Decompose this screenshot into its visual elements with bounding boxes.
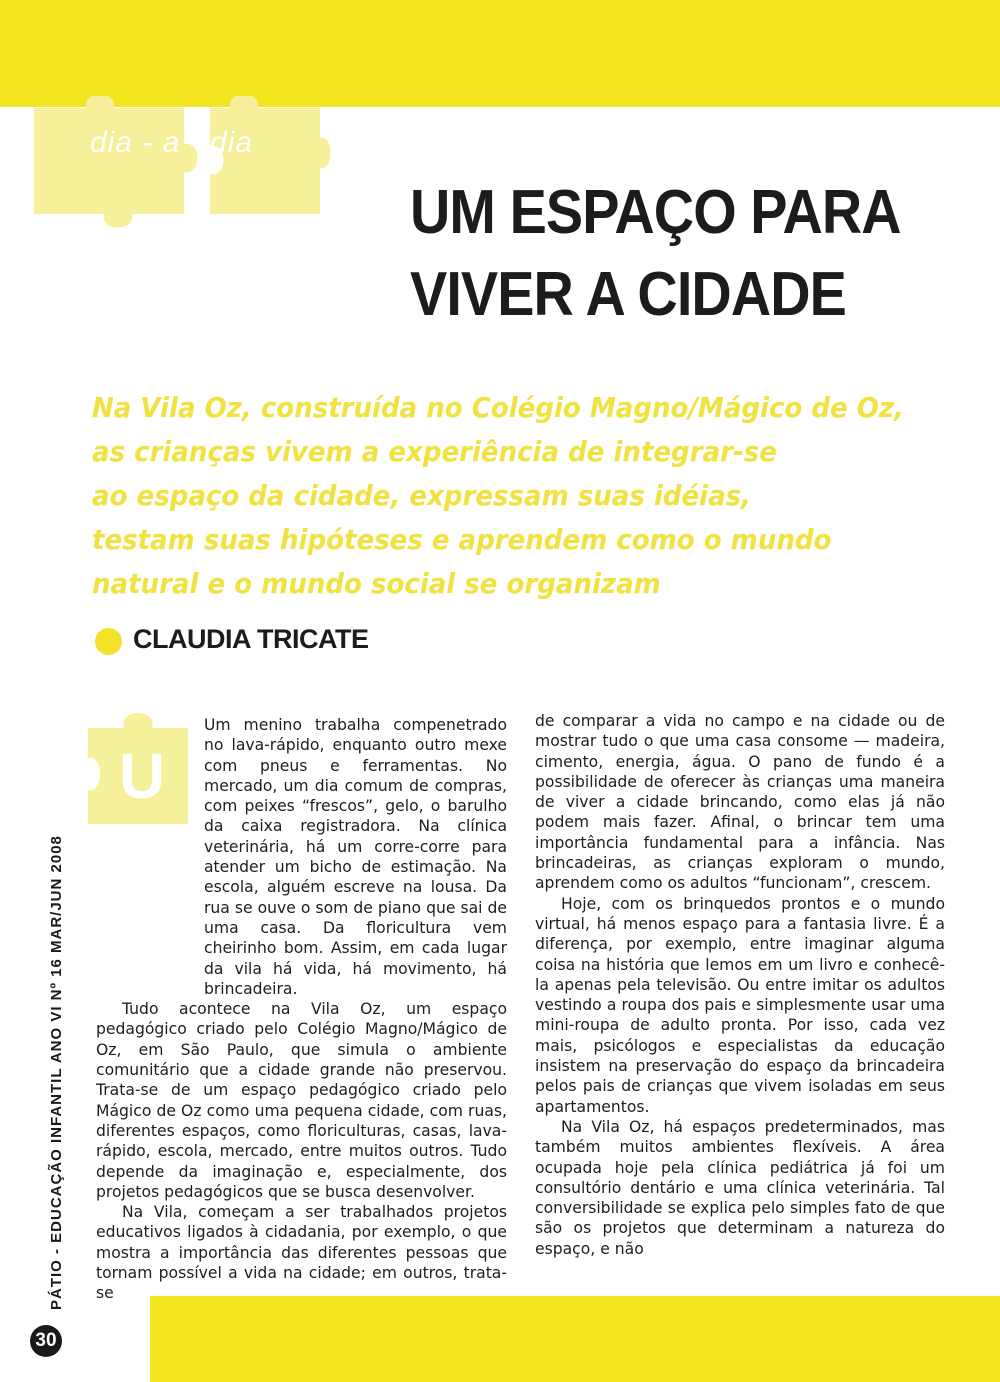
paragraph: Tudo acontece na Vila Oz, um espaço pedagógico criado pelo Colégio Magno/Mágico de Oz, em São Paulo, que simula o ambiente comunitário que a cidade grande não preservou. Trata-se de um espaço pedagógico criado pelo Mágico de Oz como uma pequena cidade, com ruas, diferentes espaços, como floriculturas, casas, lava-rápido, escola, mercado, entre muitos outros. Tudo depende da imaginação e, especialmente, dos projetos pedagógicos que se busca desenvolver. — [96, 1000, 507, 1201]
left-column — [96, 715, 507, 1304]
page-number: 30 — [30, 1325, 62, 1357]
paragraph: de comparar a vida no campo e na cidade ou de mostrar tudo o que uma casa consome — madeira, cimento, energia, água. O pano de fundo é a possibilidade de oferecer às crianças uma maneira de viver a cidade brincando, como elas já não podem mais fazer. Afinal, o brincar tem uma importância fundamental para a infância. Nas brincadeiras, as crianças exploram o mundo, aprendem como os adultos “funcionam”, crescem. — [535, 712, 945, 893]
bullet-dot-icon — [95, 628, 122, 655]
drop-cap-letter: U — [118, 740, 166, 812]
paragraph: Na Vila Oz, há espaços predeterminados, mas também muitos ambientes flexíveis. A área ocupada hoje pela clínica pediátrica já foi um consultório dentário e uma clínica veterinária. Tal conversibilidade se explica pelo simples fato de que são os projetos que determinam a natureza do espaço, e não — [535, 1117, 945, 1258]
author-name: CLAUDIA TRICATE — [133, 624, 369, 654]
article-title — [410, 172, 914, 336]
lead-line: natural e o mundo social se organizam — [92, 567, 661, 600]
paragraph: Hoje, com os brinquedos prontos e o mundo virtual, há menos espaço para a fantasia livre. É a diferença, por exemplo, entre imaginar alguma coisa na história que lemos em um livro e conhecê-la apenas pela televisão. Ou entre imitar os adultos vestindo a roupa dos pais e simplesmente usar uma mini-roupa de adulto pronta. Por isso, cada vez mais, psicólogos e especialistas da educação insistem na preservação do espaço da brincadeira pelos pais de crianças que vivem isoladas em seus apartamentos. — [535, 894, 945, 1116]
section-header — [34, 96, 334, 246]
section-label: dia - a - dia — [90, 126, 254, 159]
paragraph: Na Vila, começam a ser trabalhados projetos educativos ligados à cidadania, por exemplo, o que mostra a importância das diferentes pessoas que tornam possível a vida na cidade; em outros, trata-se — [96, 1203, 507, 1303]
lead-line: Na Vila Oz, construída no Colégio Magno/Mágico de Oz, — [92, 391, 904, 424]
bottom-color-band — [150, 1296, 1000, 1382]
right-column — [535, 711, 945, 1259]
publication-caption: PÁTIO - EDUCAÇÃO INFANTIL ANO VI Nº 16 MAR/JUN 2008 — [48, 835, 65, 1310]
puzzle-piece-icon — [34, 96, 334, 246]
paragraph: Um menino trabalha compenetrado no lava-rápido, enquanto outro mexe com pneus e ferramentas. No mercado, um dia comum de compras, com peixes “frescos”, gelo, o barulho da caixa registradora. Na clínica veterinária, há um corre-corre para atender um bicho de estimação. Na escola, alguém escreve na lousa. Da rua se ouve o som de piano que sai de uma casa. Da floricultura vem cheirinho bom. Assim, em cada lugar da vila há vida, há movimento, há brincadeira. — [204, 716, 507, 998]
lead-line: ao espaço da cidade, expressam suas idéias, — [92, 479, 752, 512]
title-line-2: VIVER A CIDADE — [410, 260, 846, 329]
title-line-1: UM ESPAÇO PARA — [410, 178, 901, 247]
lead-line: testam suas hipóteses e aprendem como o mundo — [92, 523, 832, 556]
lead-paragraph — [92, 386, 952, 606]
lead-line: as crianças vivem a experiência de integrar-se — [92, 435, 777, 468]
top-color-band — [0, 0, 1000, 107]
